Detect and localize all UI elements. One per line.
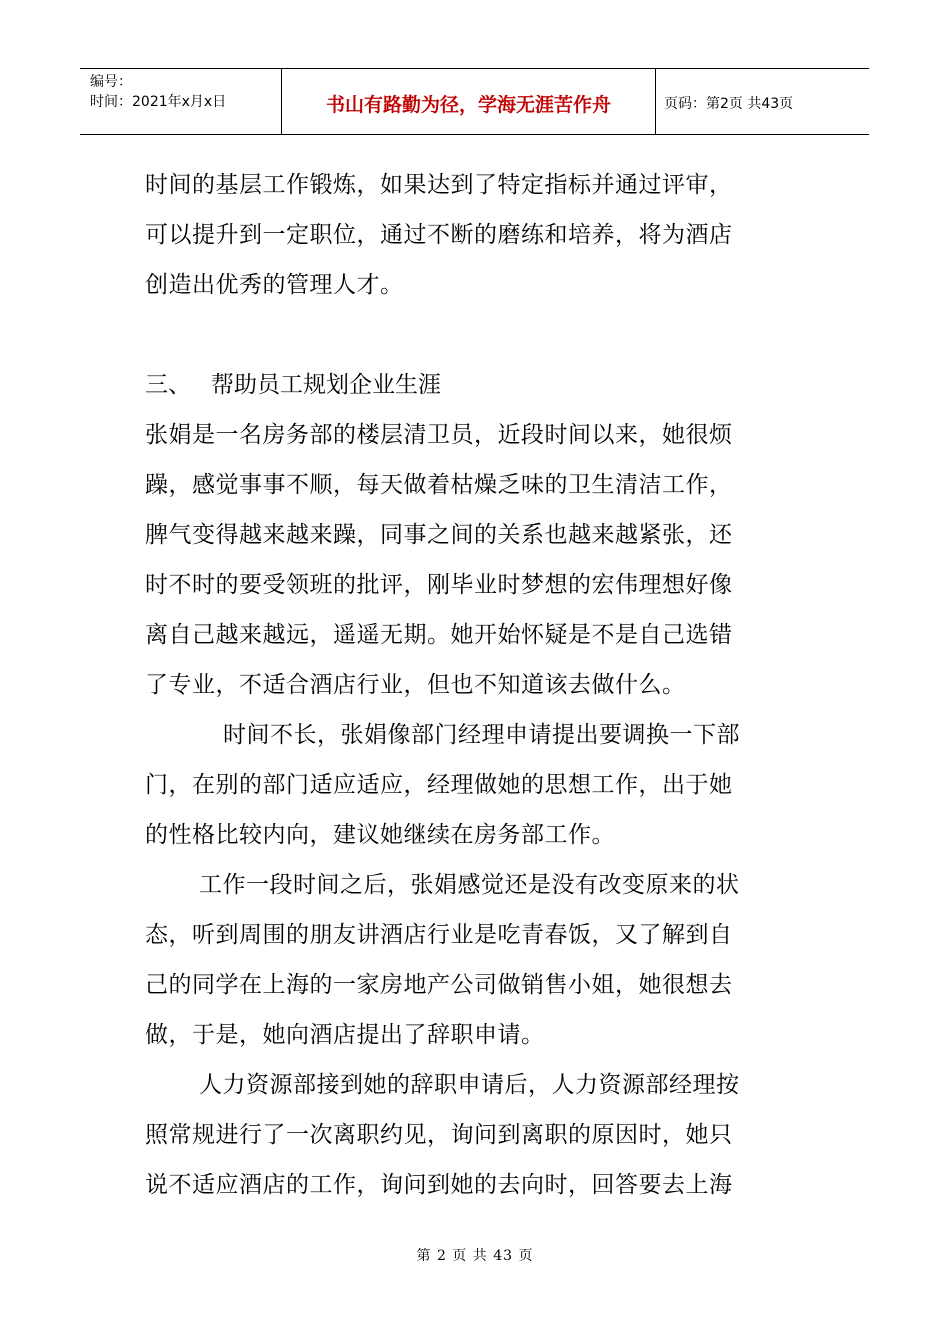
text-line: 时间不长，张娟像部门经理申请提出要调换一下部 <box>223 722 740 748</box>
section-heading <box>145 360 795 410</box>
header-motto: 书山有路勤为径，学海无涯苦作舟 <box>282 69 656 134</box>
page-header <box>80 68 869 135</box>
text-line: 己的同学在上海的一家房地产公司做销售小姐，她很想去 <box>145 972 733 998</box>
text-line: 的性格比较内向，建议她继续在房务部工作。 <box>145 822 615 848</box>
text-line: 离自己越来越远，遥遥无期。她开始怀疑是不是自己选错 <box>145 622 733 648</box>
header-page-info: 页码：第2页 共43页 <box>664 95 794 112</box>
text-line: 创造出优秀的管理人才。 <box>145 272 404 298</box>
section-title: 帮助员工规划企业生涯 <box>211 372 441 398</box>
text-line: 了专业，不适合酒店行业，但也不知道该去做什么。 <box>145 672 686 698</box>
text-line: 可以提升到一定职位，通过不断的磨练和培养，将为酒店 <box>145 222 733 248</box>
number-label: 编号： <box>90 74 132 90</box>
text-line: 脾气变得越来越来躁，同事之间的关系也越来越紧张，还 <box>145 522 733 548</box>
text-line: 时不时的要受领班的批评，刚毕业时梦想的宏伟理想好像 <box>145 572 733 598</box>
text-line: 说不适应酒店的工作，询问到她的去向时，回答要去上海 <box>145 1172 733 1198</box>
document-body <box>145 160 795 1210</box>
time-label: 时间：2021年x月x日 <box>90 94 227 110</box>
text-line: 躁，感觉事事不顺，每天做着枯燥乏味的卫生清洁工作， <box>145 472 733 498</box>
text-line: 时间的基层工作锻炼，如果达到了特定指标并通过评审， <box>145 172 733 198</box>
text-line: 工作一段时间之后，张娟感觉还是没有改变原来的状 <box>199 872 740 898</box>
page-footer: 第 2 页 共 43 页 <box>416 1248 534 1264</box>
text-line: 门，在别的部门适应适应，经理做她的思想工作，出于她 <box>145 772 733 798</box>
paragraph-gap <box>145 310 795 360</box>
text-line: 张娟是一名房务部的楼层清卫员，近段时间以来，她很烦 <box>145 422 733 448</box>
header-meta <box>80 69 282 134</box>
text-line: 态，听到周围的朋友讲酒店行业是吃青春饭，又了解到自 <box>145 922 733 948</box>
text-line: 做，于是，她向酒店提出了辞职申请。 <box>145 1022 545 1048</box>
text-line: 人力资源部接到她的辞职申请后，人力资源部经理按 <box>199 1072 740 1098</box>
text-line: 照常规进行了一次离职约见，询问到离职的原因时，她只 <box>145 1122 733 1148</box>
section-number: 三、 <box>145 372 191 398</box>
